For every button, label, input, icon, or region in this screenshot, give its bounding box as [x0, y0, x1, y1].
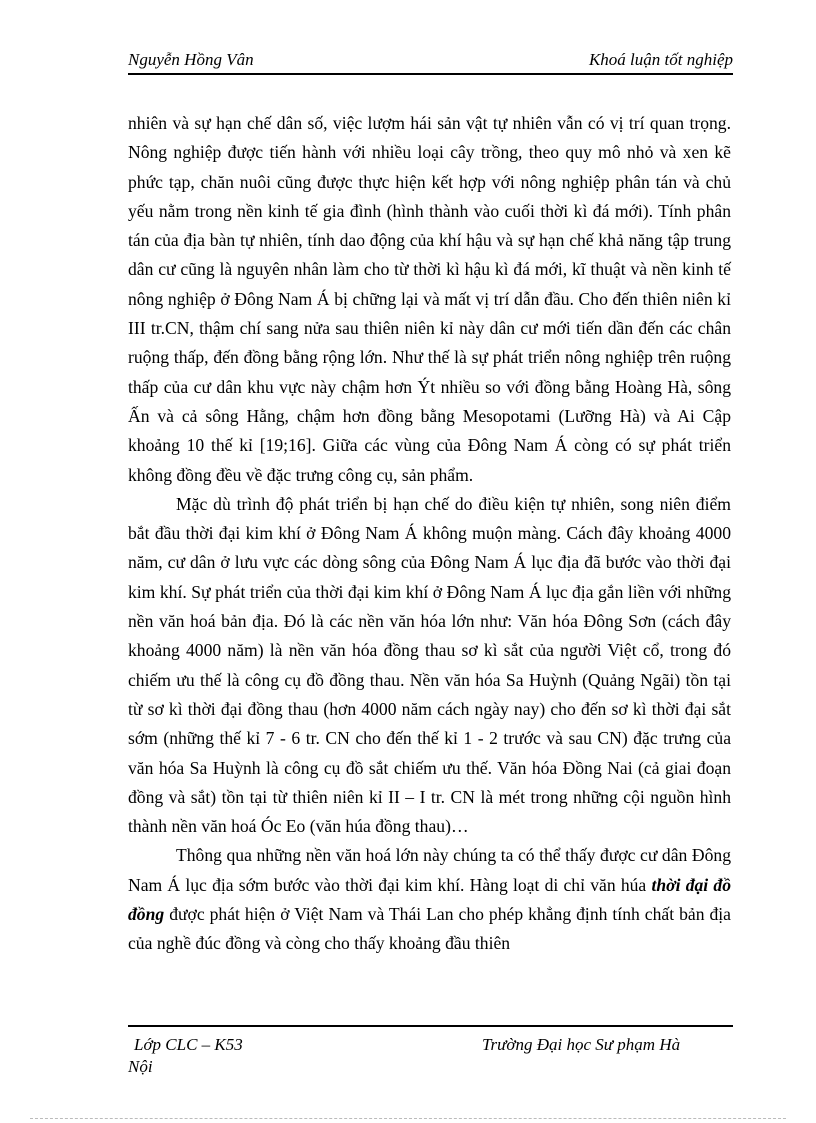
footer-school: Trường Đại học Sư phạm Hà [482, 1035, 681, 1054]
footer-class: Lớp CLC – K53 [134, 1035, 243, 1054]
page-body [128, 109, 731, 959]
footer-school-wrap: Nội [128, 1057, 153, 1076]
paragraph-3-emphasis: thời đại đồ đồng [128, 874, 731, 925]
page-header [128, 47, 733, 75]
footer-divider [128, 1025, 733, 1027]
paragraph-3-text-b: được phát hiện ở Việt Nam và Thái Lan cho phép khẳng định tính chất bản địa của nghề đúc đồng và còng cho thấy khoảng đầu thiên [128, 904, 731, 954]
header-author: Nguyễn Hồng Vân [128, 50, 254, 69]
page-bottom-border [30, 1118, 786, 1119]
header-doc-type: Khoá luận tốt nghiệp [588, 50, 733, 69]
paragraph-1: nhiên và sự hạn chế dân số, việc lượm hái sản vật tự nhiên vẫn có vị trí quan trọng. Nông nghiệp được tiến hành với nhiều loại cây trồng, theo quy mô nhỏ và xen kẽ phức tạp, chăn nuôi cũng được thực hiện kết hợp với nông nghiệp phân tán và chủ yếu nằm trong nền kinh tế gia đình (hình thành vào cuối thời kì đá mới). Tính phân tán của địa bàn tự nhiên, tính dao động của khí hậu và sự hạn chế khả năng tập trung dân cư cũng là nguyên nhân làm cho từ thời kì hậu kì đá mới, kĩ thuật và nền kinh tế nông nghiệp ở Đông Nam Á bị chững lại và mất vị trí dẫn đầu. Cho đến thiên niên kỉ III tr.CN, thậm chí sang nửa sau thiên niên kỉ này dân cư mới tiến dần đến các chân ruộng thấp, đến đồng bằng rộng lớn. Như thế là sự phát triển nông nghiệp trên ruộng thấp của cư dân khu vực này chậm hơn Ýt nhiều so với đồng bằng Hoàng Hà, sông Ấn và cả sông Hằng, chậm hơn đồng bằng Mesopotami (Lưỡng Hà) và Ai Cập khoảng 10 thế kỉ [19;16]. Giữa các vùng của Đông Nam Á còng có sự phát triển không đồng đều về đặc trưng công cụ, sản phẩm. [128, 113, 731, 485]
paragraph-3-text-a: Thông qua những nền văn hoá lớn này chúng ta có thể thấy được cư dân Đông Nam Á lục địa sớm bước vào thời đại kim khí. Hàng loạt di chỉ văn húa [128, 845, 731, 895]
paragraph-2: Mặc dù trình độ phát triển bị hạn chế do điều kiện tự nhiên, song niên điểm bắt đầu thời đại kim khí ở Đông Nam Á không muộn màng. Cách đây khoảng 4000 năm, cư dân ở lưu vực các dòng sông của Đông Nam Á lục địa đã bước vào thời đại kim khí. Sự phát triển của thời đại kim khí ở Đông Nam Á lục địa gắn liền với những nền văn hoá bản địa. Đó là các nền văn hóa lớn như: Văn hóa Đông Sơn (cách đây khoảng 4000 năm) là nền văn hóa đồng thau sơ kì sắt của người Việt cổ, trong đó chiếm ưu thế là công cụ đồ đồng thau. Nền văn hóa Sa Huỳnh (Quảng Ngãi) tồn tại từ sơ kì thời đại đồng thau (hơn 4000 năm cách ngày nay) cho đến sơ kì thời đại sắt sớm (những thế kỉ 7 - 6 tr. CN cho đến thế kỉ 1 - 2 trước và sau CN) đặc trưng của văn hóa Sa Huỳnh là công cụ đồ sắt chiếm ưu thế. Văn hóa Đồng Nai (cả giai đoạn đồng và sắt) tồn tại từ thiên niên kỉ II – I tr. CN là mét trong những cội nguồn hình thành nền văn hoá Óc Eo (văn húa đồng thau)… [128, 493, 731, 837]
paragraph-3 [128, 841, 731, 958]
